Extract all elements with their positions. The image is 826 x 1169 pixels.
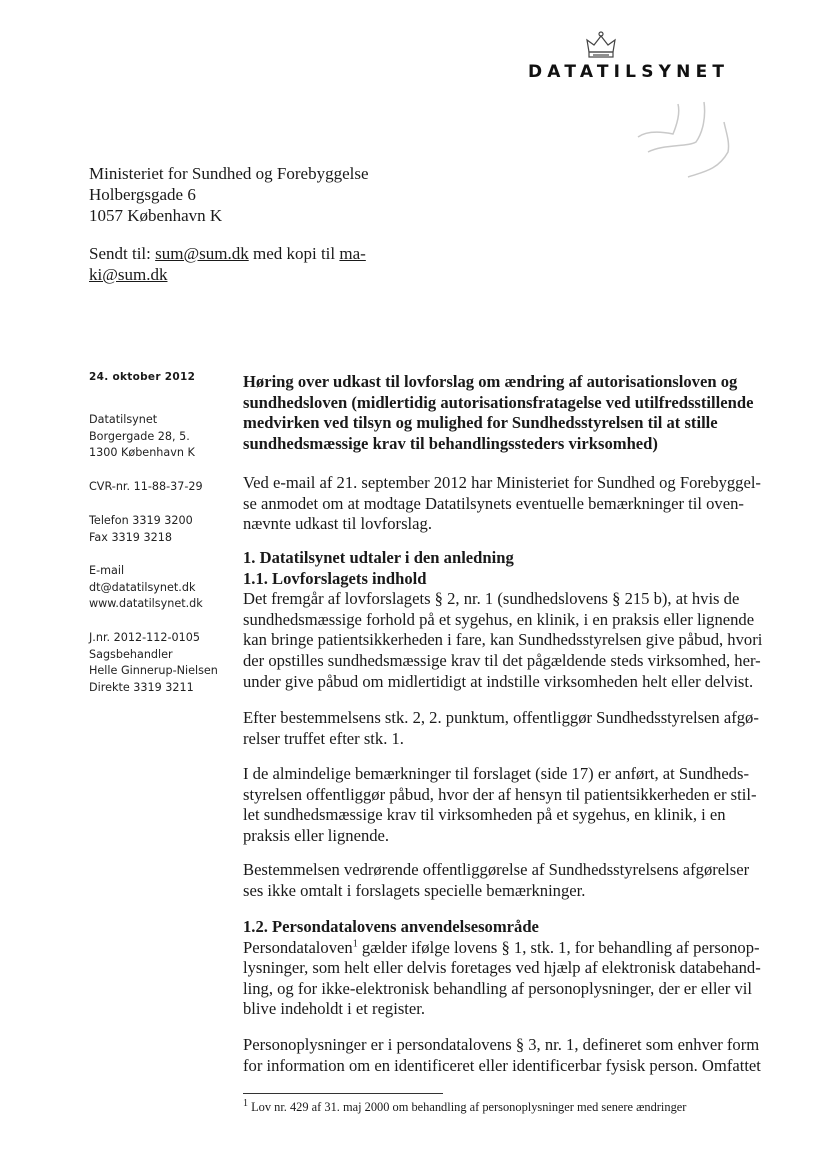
case-block: [89, 630, 218, 696]
text-line: blive indeholdt i et register.: [243, 999, 426, 1019]
sent-prefix: Sendt til:: [89, 244, 156, 263]
cvr-number: CVR-nr. 11-88-37-29: [89, 480, 203, 493]
text-line: I de almindelige bemærkninger til forslaget (side 17) er anført, at Sundheds-: [243, 764, 749, 783]
text-line: styrelsen offentliggør påbud, hvor der af hensyn til patientsikkerheden er stil-: [243, 784, 757, 804]
text-line: let sundhedsmæssige krav til virksomheden på et sygehus, en klinik, i en: [243, 805, 726, 825]
text-line: relser truffet efter stk. 1.: [243, 728, 404, 748]
text-line: lysninger, som helt eller delvis foretages ved hjælp af elektronisk databehand-: [243, 958, 761, 978]
sender-website[interactable]: www.datatilsynet.dk: [89, 597, 203, 611]
text-line: kan bringe patientsikkerheden i fare, kan Sundhedsstyrelsen give påbud, hvori: [243, 630, 763, 650]
email-link-maki-part1[interactable]: ma-: [339, 244, 366, 263]
heading-section-1: 1. Datatilsynet udtaler i den anledning: [243, 548, 514, 567]
title-line: sundhedsmæssige krav til behandlingssteders virksomhed): [243, 433, 658, 453]
footnote-text: Lov nr. 429 af 31. maj 2000 om behandling af personoplysninger med senere ændringer: [248, 1100, 687, 1114]
footnote-divider: [243, 1093, 443, 1094]
heading-section-1-2: 1.2. Persondatalovens anvendelsesområde: [243, 917, 539, 936]
letter-title: [243, 372, 765, 454]
heading-section-1-1: 1.1. Lovforslagets indhold: [243, 568, 427, 588]
sender-line: 1300 København K: [89, 446, 195, 460]
crown-logo-icon: [583, 30, 619, 60]
text-fragment: Persondataloven: [243, 937, 353, 957]
sent-middle: med kopi til: [248, 244, 340, 263]
sender-address: [89, 412, 195, 462]
case-handler-name: Helle Ginnerup-Nielsen: [89, 664, 218, 678]
case-number: J.nr. 2012-112-0105: [89, 631, 200, 644]
handwritten-mark: [618, 92, 738, 182]
text-line: Det fremgår af lovforslagets § 2, nr. 1 (sundhedslovens § 215 b), at hvis de: [243, 589, 740, 609]
text-line: [243, 938, 765, 959]
sender-email[interactable]: dt@datatilsynet.dk: [89, 580, 196, 594]
paragraph: [243, 1035, 765, 1076]
section-1-2: [243, 917, 765, 1020]
paragraph: [243, 708, 765, 749]
text-line: for information om en identificeret eller identificerbar fysisk person. Omfattet: [243, 1055, 761, 1075]
text-line: ses ikke omtalt i forslagets specielle bemærkninger.: [243, 880, 586, 900]
title-line: sundhedsloven (midlertidig autorisationsfratagelse ved utilfredsstillende: [243, 392, 754, 412]
recipient-address: [89, 163, 369, 226]
sent-to-line: [89, 243, 379, 285]
sender-line: Borgergade 28, 5.: [89, 429, 190, 443]
text-line: der opstilles sundhedsmæssige krav til det pågældende steds virksomhed, her-: [243, 650, 761, 670]
section-1: [243, 548, 765, 692]
paragraph: [243, 764, 765, 846]
text-line: Efter bestemmelsens stk. 2, 2. punktum, offentliggør Sundhedsstyrelsen afgø-: [243, 708, 759, 727]
paragraph: [243, 860, 765, 901]
case-handler-phone: Direkte 3319 3211: [89, 680, 194, 694]
email-label: E-mail: [89, 564, 125, 577]
text-fragment: gælder ifølge lovens § 1, stk. 1, for behandling af personop-: [357, 937, 760, 957]
case-handler-label: Sagsbehandler: [89, 647, 173, 661]
contact-block: [89, 563, 203, 613]
brand-name: DATATILSYNET: [528, 62, 730, 82]
text-line: ling, og for ikke-elektronisk behandling af personoplysninger, der er eller vil: [243, 978, 752, 998]
text-line: praksis eller lignende.: [243, 825, 390, 845]
text-line: Ved e-mail af 21. september 2012 har Ministeriet for Sundhed og Forebyggel-: [243, 473, 761, 492]
footnote-mark: 1: [243, 1097, 248, 1109]
footnote: [243, 1097, 687, 1115]
title-line: Høring over udkast til lovforslag om ændring af autorisationsloven og: [243, 372, 738, 391]
recipient-line: Ministeriet for Sundhed og Forebyggelse: [89, 164, 369, 183]
phone-line: Telefon 3319 3200: [89, 514, 193, 527]
phone-block: [89, 513, 193, 546]
fax-line: Fax 3319 3218: [89, 530, 172, 544]
text-line: Personoplysninger er i persondatalovens § 3, nr. 1, defineret som enhver form: [243, 1035, 760, 1054]
text-line: Bestemmelsen vedrørende offentliggørelse af Sundhedsstyrelsens afgørelser: [243, 860, 750, 879]
footnote-reference[interactable]: 1: [352, 938, 358, 950]
recipient-line: Holbergsgade 6: [89, 185, 196, 204]
title-line: medvirken ved tilsyn og mulighed for Sundhedsstyrelsen til at stille: [243, 413, 718, 433]
recipient-line: 1057 København K: [89, 206, 223, 225]
text-line: sundhedsmæssige forhold på et sygehus, en klinik, i en praksis eller lignende: [243, 609, 755, 629]
email-link-maki-part2[interactable]: ki@sum.dk: [89, 265, 168, 284]
text-line: se anmodet om at modtage Datatilsynets eventuelle bemærkninger til oven-: [243, 493, 744, 513]
letter-date: 24. oktober 2012: [89, 371, 196, 383]
email-link-sum[interactable]: sum@sum.dk: [155, 244, 249, 263]
text-line: nævnte udkast til lovforslag.: [243, 514, 432, 534]
text-line: under give påbud om midlertidigt at indstille virksomheden helt eller delvist.: [243, 671, 754, 691]
intro-paragraph: [243, 473, 765, 535]
sender-line: Datatilsynet: [89, 413, 158, 426]
